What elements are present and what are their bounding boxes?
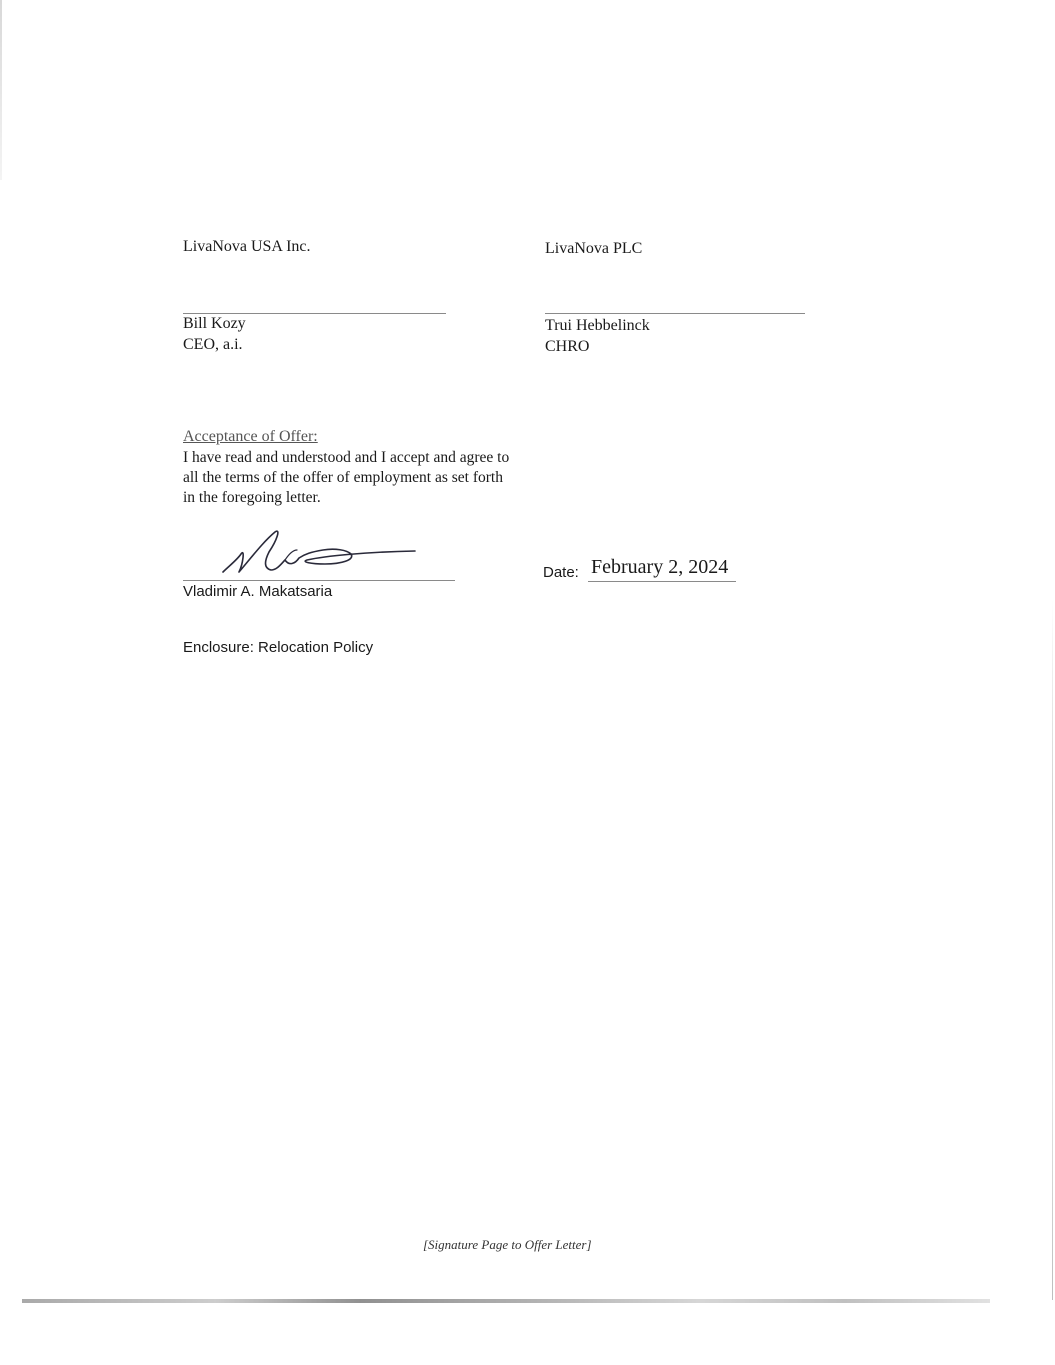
page-footer: [Signature Page to Offer Letter] [423,1237,592,1252]
handwritten-signature [215,520,425,582]
enclosure-note: Enclosure: Relocation Policy [183,639,374,656]
left-signer-name: Bill Kozy [183,315,246,332]
scan-bottom-artifact [22,1299,990,1303]
acceptance-signature-line [183,580,455,581]
date-label: Date: [543,564,579,581]
acceptance-body-line: in the foregoing letter. [183,489,321,506]
right-signer-name: Trui Hebbelinck [545,317,650,334]
acceptance-signer-name: Vladimir A. Makatsaria [183,583,333,600]
right-signature-line [545,313,805,314]
left-company-name: LivaNova USA Inc. [183,238,311,255]
right-signer-title: CHRO [545,338,590,355]
acceptance-body-line: I have read and understood and I accept and agree to [183,449,510,466]
date-line [588,581,736,582]
scan-edge-artifact [1052,600,1053,1300]
date-value: February 2, 2024 [591,556,729,578]
acceptance-heading: Acceptance of Offer: [183,428,318,445]
right-company-name: LivaNova PLC [545,240,643,257]
acceptance-body [183,448,563,508]
scan-edge-artifact [0,0,2,180]
left-signer-title: CEO, a.i. [183,336,243,353]
acceptance-body-line: all the terms of the offer of employment as set forth [183,469,503,486]
